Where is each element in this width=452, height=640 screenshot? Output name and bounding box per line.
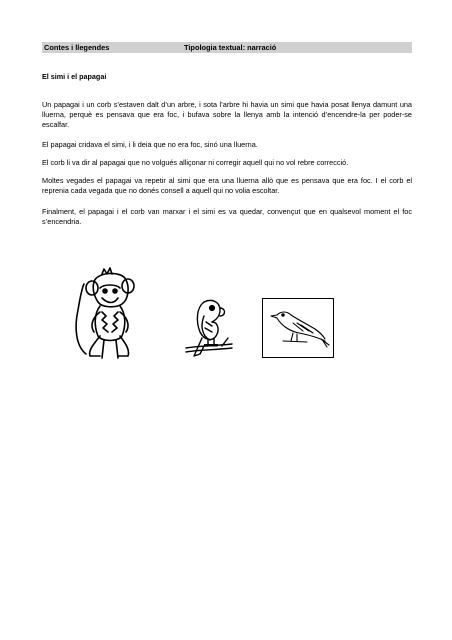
typology-label: Tipologia textual: narració <box>184 43 277 52</box>
story-paragraph: Moltes vegades el papagai va repetir al simi que era una lluerna allò que es pensava que era foc. I el corb el reprenia cada vegada que no donés consell a aquell qui no volia escoltar. <box>42 176 412 196</box>
collection-label: Contes i llegendes <box>44 43 110 52</box>
story-paragraph: Un papagai i un corb s’estaven dalt d’un arbre, i sota l’arbre hi havia un simi que havia posat llenya damunt una lluerna, perquè es pensava que era foc, i bufava sobre la llenya amb la intenció d’encendre-la per poder-se escalfar. <box>42 100 412 130</box>
monkey-illustration <box>72 266 146 364</box>
crow-picture-frame <box>262 298 334 358</box>
story-paragraph: El papagai cridava el simi, i li deia que no era foc, sinó una lluerna. <box>42 140 258 149</box>
header-bar <box>42 42 412 53</box>
parrot-illustration <box>182 296 236 362</box>
story-paragraph: El corb li va dir al papagai que no volgués alliçonar ni corregir aquell qui no vol rebre correcció. <box>42 158 349 167</box>
crow-illustration <box>263 299 333 357</box>
story-paragraph: Finalment, el papagai i el corb van marxar i el simi es va quedar, convençut que en qualsevol moment el foc s’encendria. <box>42 207 412 227</box>
story-title: El simi i el papagai <box>42 72 107 81</box>
